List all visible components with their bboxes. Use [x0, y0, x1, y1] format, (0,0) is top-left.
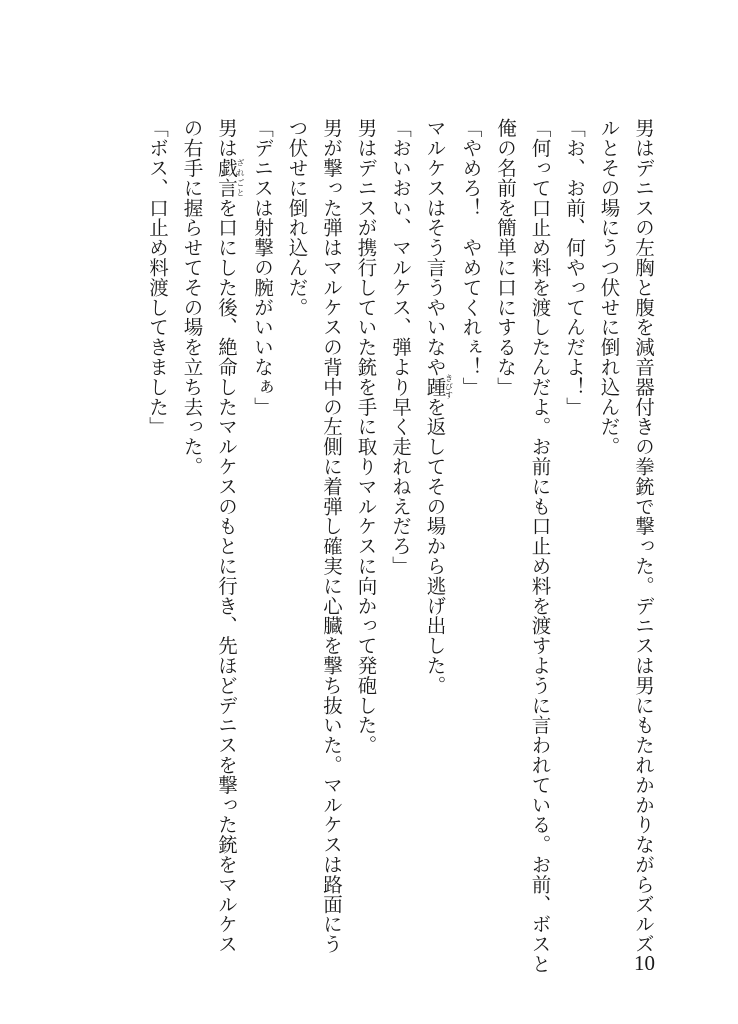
text-line-7: [417, 118, 453, 938]
text-line-5: 俺の名前を簡単に口にするな」: [494, 118, 517, 397]
text-line-13-before: 男は: [215, 118, 238, 158]
ruby-kibisu: [423, 374, 454, 400]
text-line-11: つ伏せに倒れ込んだ。: [285, 118, 309, 317]
text-line-13-after: を口にした後、絶命したマルケスのもとに行き、先ほどデニスを撃った銃をマルケス: [215, 197, 238, 954]
text-line-7-after: を返してその場から逃げ出した。: [423, 396, 447, 696]
text-line-7-before: マルケスはそう言うやいなや: [423, 118, 447, 377]
text-line-3: 「お、お前、何やってんだよ！」: [563, 118, 586, 417]
text-line-6: 「やめろ！ やめてくれぇ！」: [459, 118, 483, 397]
text-line-16: 「ボス、口止め料渡してきました」: [146, 118, 169, 437]
text-line-13: [209, 118, 245, 954]
text-line-1: 男はデニスの左胸と腹を減音器付きの拳銃で撃った。デニスは男にもたれかかりながらズルズ: [632, 118, 655, 954]
ruby-zaregoto: [215, 157, 245, 198]
text-line-10: 男が撃った弾はマルケスの背中の左側に着弾し確実に心臓を撃ち抜いた。マルケスは路面にう: [320, 118, 343, 954]
ruby-kibisu-base: 踵: [423, 374, 447, 400]
text-line-14: の右手に握らせてその場を立ち去った。: [180, 118, 204, 477]
ruby-zaregoto-reading: ざれごと: [236, 157, 245, 198]
text-line-4: 「何って口止め料を渡したんだよ。お前にも口止め料を渡すように言われている。お前、ボスと: [528, 118, 552, 974]
ruby-kibisu-reading: きびす: [444, 374, 454, 400]
text-line-2: ルとその場にうつ伏せに倒れ込んだ。: [597, 118, 621, 457]
text-line-8: 「おいおい、マルケス、弾より早く走れねえだろ」: [389, 118, 412, 576]
ruby-zaregoto-base: 戯言: [215, 157, 238, 198]
text-line-12: 「デニスは射撃の腕がいいなぁ」: [251, 118, 274, 417]
page-number: 10: [634, 951, 655, 975]
text-line-9: 男はデニスが携行していた銃を手に取りマルケスに向かって発砲した。: [354, 118, 378, 755]
